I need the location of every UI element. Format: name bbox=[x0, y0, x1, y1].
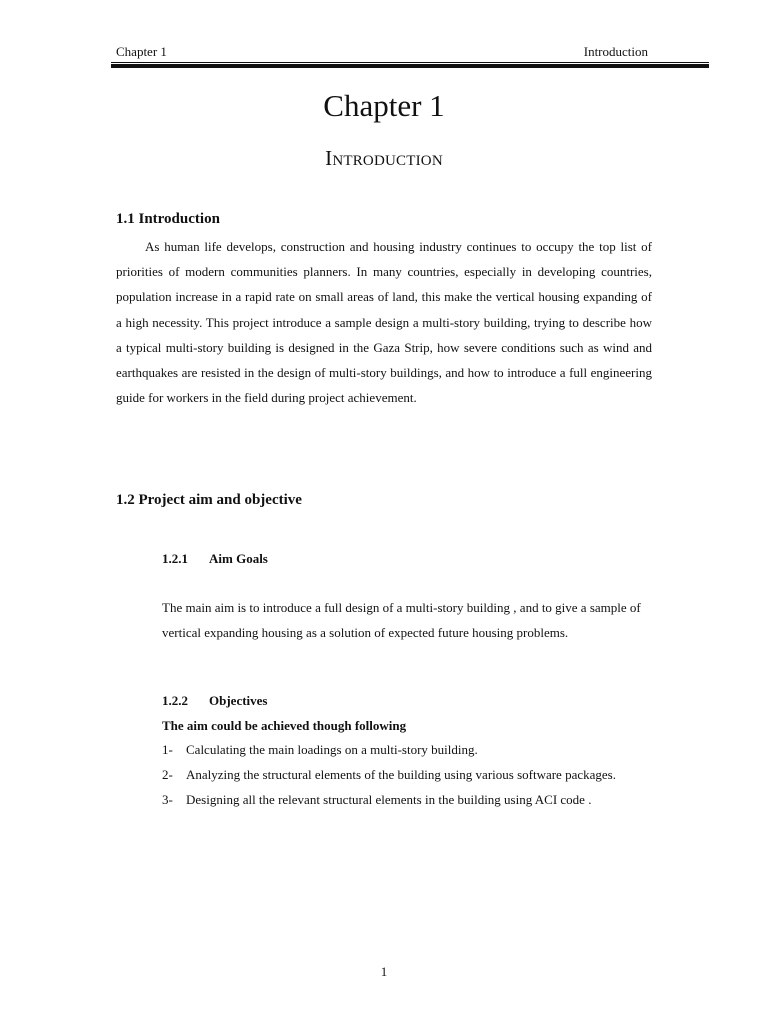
running-header-section: Introduction bbox=[583, 44, 648, 59]
subsection-title: Aim Goals bbox=[209, 551, 268, 566]
page-number: 1 bbox=[380, 964, 388, 979]
list-item-marker: 1- bbox=[162, 742, 173, 757]
section-heading-1-1: 1.1 Introduction bbox=[116, 211, 220, 227]
list-item bbox=[162, 762, 653, 787]
section-1-1-paragraph: As human life develops, construction and housing industry continues to occupy the top list of priorities of modern communities planners. In many countries, especially in developing countries, population increase in a rapid rate on small areas of land, this make the vertical housing expanding of a high necessity. This project introduce a sample design a multi-story building, trying to describe how a typical multi-story building is designed in the Gaza Strip, how severe conditions such as wind and earthquakes are resisted in the design of multi-story buildings, and how to introduce a full engineering guide for workers in the field during project achievement. bbox=[116, 239, 652, 406]
header-rule-thick bbox=[111, 64, 709, 68]
list-item-marker: 3- bbox=[162, 792, 173, 808]
subsection-number: 1.2.2 bbox=[162, 693, 188, 708]
objectives-lead-text: The aim could be achieved though following bbox=[162, 718, 407, 733]
subsection-title: Objectives bbox=[209, 693, 268, 708]
objectives-list bbox=[162, 737, 653, 813]
section-heading-1-2: 1.2 Project aim and objective bbox=[116, 492, 302, 508]
list-item-marker: 2- bbox=[162, 767, 173, 783]
chapter-title: Chapter 1 bbox=[323, 88, 445, 123]
list-item-text: Calculating the main loadings on a multi-story building. bbox=[186, 742, 478, 757]
subsection-heading-1-2-2 bbox=[162, 692, 267, 710]
list-item-text: Designing all the relevant structural elements in the building using ACI code . bbox=[186, 792, 592, 808]
list-item bbox=[162, 737, 653, 762]
header-rule-thin bbox=[111, 62, 709, 63]
subsection-number: 1.2.1 bbox=[162, 551, 188, 566]
running-header bbox=[112, 44, 708, 62]
subsection-heading-1-2-1 bbox=[162, 550, 268, 568]
chapter-subtitle: Introduction bbox=[325, 146, 443, 170]
list-item-text: Analyzing the structural elements of the building using various software packages. bbox=[186, 767, 616, 783]
running-header-chapter: Chapter 1 bbox=[116, 44, 167, 59]
list-item bbox=[162, 787, 653, 812]
aim-goals-paragraph: The main aim is to introduce a full design of a multi-story building , and to give a sample of vertical expanding housing as a solution of expected future housing problems. bbox=[162, 600, 641, 641]
